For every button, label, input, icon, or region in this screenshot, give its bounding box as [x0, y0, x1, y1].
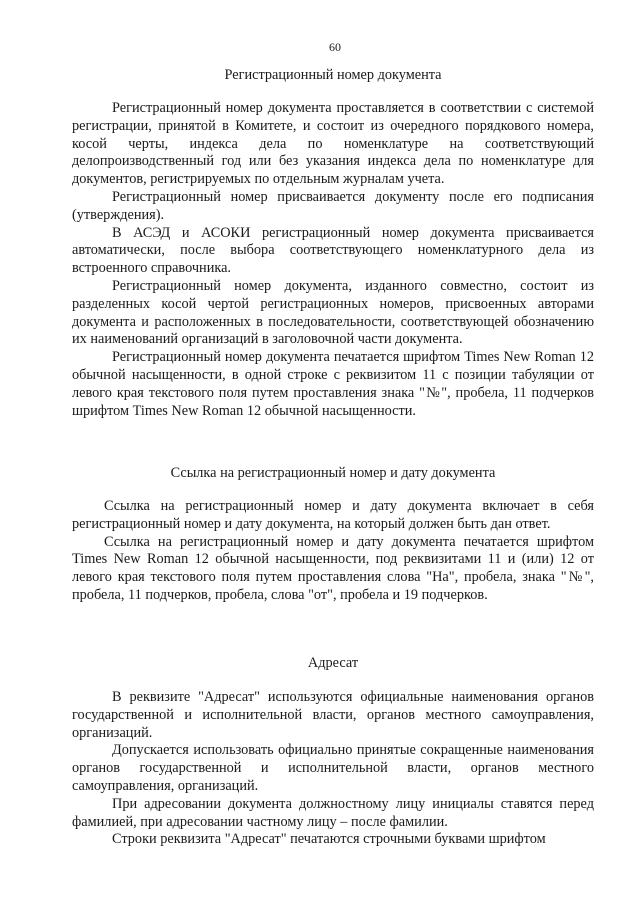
paragraph: Строки реквизита "Адресат" печатаются строчными буквами шрифтом [112, 831, 546, 848]
paragraph: В реквизите "Адресат" используются официальные наименования органов государственной и исполнительной власти, органов местного самоуправления, организаций. [72, 689, 594, 741]
section-body-addressee [72, 689, 594, 849]
paragraph: Регистрационный номер документа печатается шрифтом Times New Roman 12 обычной насыщенности, в одной строке с реквизитом 11 с позиции табуляции от левого края текстового поля путем проставления знака "№", пробела, 11 подчерков шрифтом Times New Roman 12 обычной насыщенности. [72, 349, 594, 419]
paragraph: Регистрационный номер документа проставляется в соответствии с системой регистрации, принятой в Комитете, и состоит из очередного порядкового номера, косой черты, индекса дела по номенклатуре на соответствующий делопроизводственный год или без указания индекса дела по номенклатуре для документов, регистрируемых по отдельным журналам учета. [72, 100, 594, 188]
paragraph: Допускается использовать официально принятые сокращенные наименования органов государственной и исполнительной власти, органов местного самоуправления, организаций. [72, 742, 594, 794]
section-heading-registration-number: Регистрационный номер документа [224, 67, 442, 83]
section-body-reference [72, 498, 594, 605]
paragraph: Регистрационный номер документа, изданного совместно, состоит из разделенных косой чертой регистрационных номеров, присвоенных авторами документа и расположенных в последовательности, соответствующей обозначению их наименований организаций в заголовочной части документа. [72, 277, 594, 348]
paragraph: Ссылка на регистрационный номер и дату документа печатается шрифтом Times New Roman 12 обычной насыщенности, под реквизитами 11 и (или) 12 от левого края текстового поля путем проставления слова "На", пробела, знака "№", пробела, 11 подчерков, пробела, слова "от", пробела и 19 подчерков. [72, 533, 594, 603]
section-body-registration-number [72, 100, 594, 420]
paragraph: В АСЭД и АСОКИ регистрационный номер документа присваивается автоматически, после выбора соответствующего номенклатурного дела из встроенного справочника. [72, 224, 594, 277]
page-number: 60 [329, 40, 341, 54]
paragraph: Ссылка на регистрационный номер и дату документа включает в себя регистрационный номер и дату документа, на который должен быть дан ответ. [72, 498, 594, 532]
section-heading-reference: Ссылка на регистрационный номер и дату документа [170, 465, 496, 481]
paragraph: При адресовании документа должностному лицу инициалы ставятся перед фамилией, при адресовании частному лицу – после фамилии. [72, 795, 594, 830]
paragraph: Регистрационный номер присваивается документу после его подписания (утверждения). [72, 188, 594, 223]
section-heading-addressee: Адресат [307, 655, 359, 671]
